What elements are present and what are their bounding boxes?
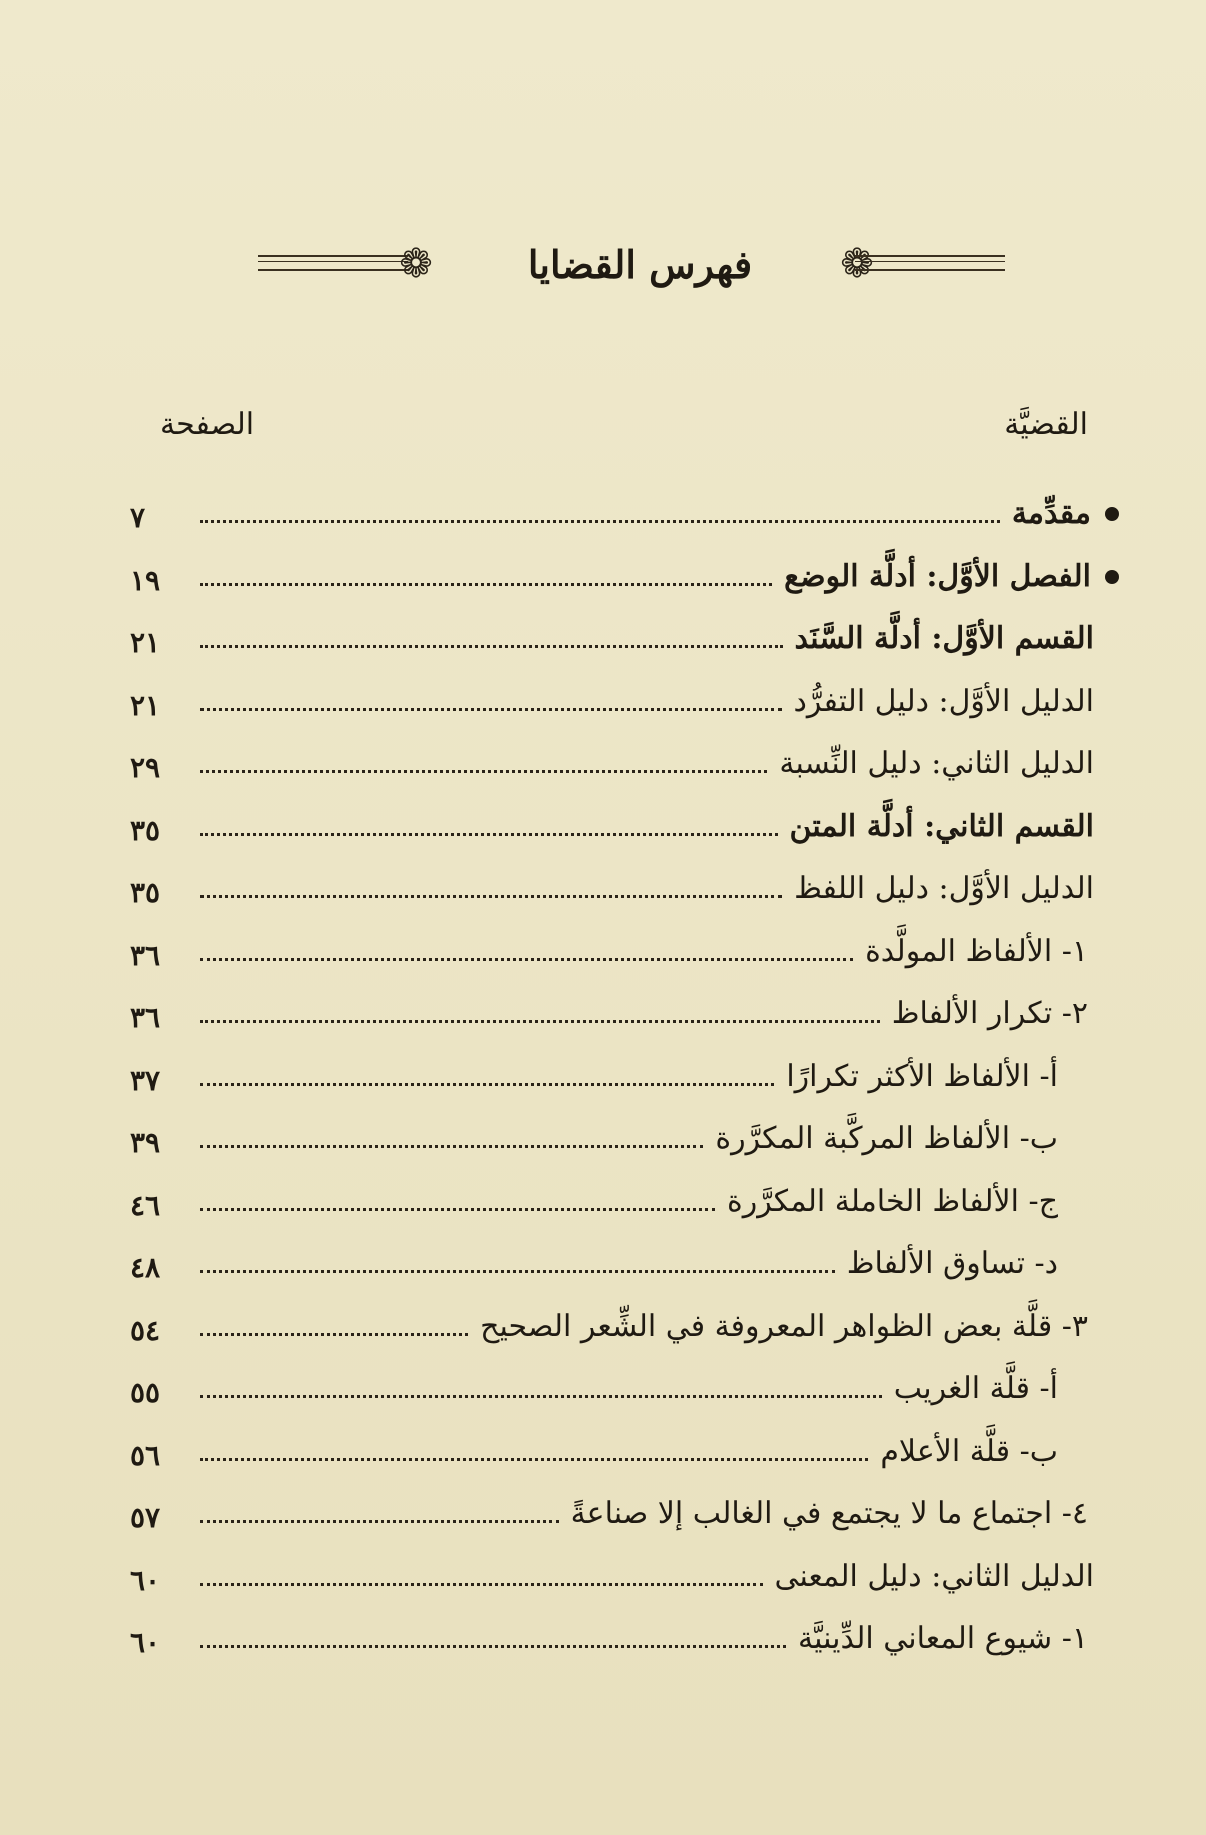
- toc-entry-label: أ- قلَّة الغريب: [893, 1371, 1058, 1406]
- toc-entry-label: القسم الثاني: أدلَّة المتن: [789, 808, 1094, 844]
- toc-entry-label: الدليل الثاني: دليل المعنى: [774, 1558, 1094, 1594]
- dot-leader: [200, 645, 783, 648]
- toc-entry-label: مقدِّمة: [1011, 496, 1091, 531]
- toc-entry: [0, 1240, 1206, 1303]
- dot-leader: [200, 1583, 763, 1586]
- dot-leader: [200, 1458, 868, 1461]
- toc-entry: [0, 928, 1206, 991]
- page-title: فهرس القضايا: [527, 242, 753, 287]
- toc-entry: [0, 1303, 1206, 1366]
- toc-page-number: ٦٠: [130, 1563, 161, 1597]
- toc-page-number: ٤٨: [130, 1251, 161, 1284]
- toc-page-number: ٣٦: [130, 1001, 161, 1034]
- toc-entry-label: الدليل الأوَّل: دليل اللفظ: [794, 871, 1094, 906]
- toc-entry: [0, 1053, 1206, 1116]
- dot-leader: [200, 1083, 774, 1086]
- dot-leader: [200, 1645, 786, 1648]
- toc-entry-label: ج- الألفاظ الخاملة المكرَّرة: [727, 1183, 1058, 1219]
- dot-leader: [200, 895, 782, 898]
- toc-page-number: ٢١: [130, 626, 161, 659]
- toc-entry: [0, 1490, 1206, 1553]
- flower-ornament-icon: ❁: [840, 241, 874, 287]
- bullet-icon: [1105, 570, 1119, 584]
- toc-entry: [0, 1365, 1206, 1428]
- toc-entry: [0, 615, 1206, 678]
- dot-leader: [200, 1270, 835, 1273]
- toc-entry: [0, 1553, 1206, 1616]
- dot-leader: [200, 1145, 703, 1148]
- toc-entry: [0, 803, 1206, 866]
- toc-entry-label: ب- قلَّة الأعلام: [880, 1433, 1058, 1469]
- toc-entry-label: ١- شيوع المعاني الدِّينيَّة: [797, 1621, 1088, 1656]
- bullet-icon: [1105, 507, 1119, 521]
- toc-page-number: ٥٦: [130, 1438, 161, 1472]
- toc-entry-label: الفصل الأوَّل: أدلَّة الوضع: [784, 558, 1091, 594]
- toc-page-number: ٢٩: [130, 751, 161, 784]
- toc-page-number: ٥٧: [130, 1501, 161, 1534]
- toc-entry: [0, 678, 1206, 741]
- flower-ornament-icon: ❁: [399, 241, 433, 287]
- toc-entry-label: الدليل الثاني: دليل النِّسبة: [779, 746, 1094, 781]
- toc-entry-label: ٤- اجتماع ما لا يجتمع في الغالب إلا صناعةً: [570, 1496, 1088, 1531]
- toc-entry-label: ٣- قلَّة بعض الظواهر المعروفة في الشِّعر الصحيح: [480, 1308, 1088, 1344]
- toc-entry-label: أ- الألفاظ الأكثر تكرارًا: [786, 1058, 1058, 1094]
- toc-entry: [0, 865, 1206, 928]
- toc-page-number: ٦٠: [130, 1626, 161, 1659]
- toc-page-number: ٣٧: [130, 1063, 161, 1097]
- dot-leader: [200, 1208, 715, 1211]
- toc-entry-label: القسم الأوَّل: أدلَّة السَّنَد: [794, 621, 1094, 656]
- dot-leader: [200, 1520, 559, 1523]
- page-header: [0, 235, 1206, 305]
- toc-entry: [0, 1178, 1206, 1241]
- ornament-rule-right: [855, 255, 1005, 271]
- dot-leader: [200, 833, 778, 836]
- toc-page-number: ١٩: [130, 563, 161, 597]
- dot-leader: [200, 1020, 880, 1023]
- toc-page-number: ٧: [130, 501, 146, 534]
- page-column-header: الصفحة: [160, 407, 255, 442]
- dot-leader: [200, 1395, 882, 1398]
- toc-entry: [0, 1428, 1206, 1491]
- toc-list: [0, 490, 1206, 1678]
- toc-page-number: ٣٦: [130, 938, 161, 972]
- toc-entry-label: د- تساوق الألفاظ: [846, 1246, 1058, 1281]
- toc-entry: [0, 490, 1206, 553]
- toc-page-number: ٣٥: [130, 876, 161, 909]
- dot-leader: [200, 520, 1000, 523]
- toc-page-number: ٣٥: [130, 813, 161, 847]
- toc-entry: [0, 553, 1206, 616]
- toc-entry-label: ٢- تكرار الألفاظ: [891, 996, 1088, 1031]
- toc-entry-label: ب- الألفاظ المركَّبة المكرَّرة: [715, 1121, 1058, 1156]
- toc-page-number: ٥٥: [130, 1376, 161, 1409]
- toc-entry: [0, 740, 1206, 803]
- topic-column-header: القضيَّة: [1004, 407, 1088, 442]
- dot-leader: [200, 708, 782, 711]
- toc-page-number: ٣٩: [130, 1126, 161, 1159]
- dot-leader: [200, 958, 853, 961]
- toc-page-number: ٢١: [130, 688, 161, 722]
- dot-leader: [200, 583, 772, 586]
- dot-leader: [200, 1333, 468, 1336]
- toc-entry-label: ١- الألفاظ المولَّدة: [865, 933, 1088, 969]
- toc-entry-label: الدليل الأوَّل: دليل التفرُّد: [793, 683, 1094, 719]
- toc-page-number: ٥٤: [130, 1313, 161, 1347]
- toc-entry: [0, 1615, 1206, 1678]
- toc-entry: [0, 990, 1206, 1053]
- dot-leader: [200, 770, 767, 773]
- toc-entry: [0, 1115, 1206, 1178]
- ornament-rule-left: [258, 255, 408, 271]
- toc-page-number: ٤٦: [130, 1188, 161, 1222]
